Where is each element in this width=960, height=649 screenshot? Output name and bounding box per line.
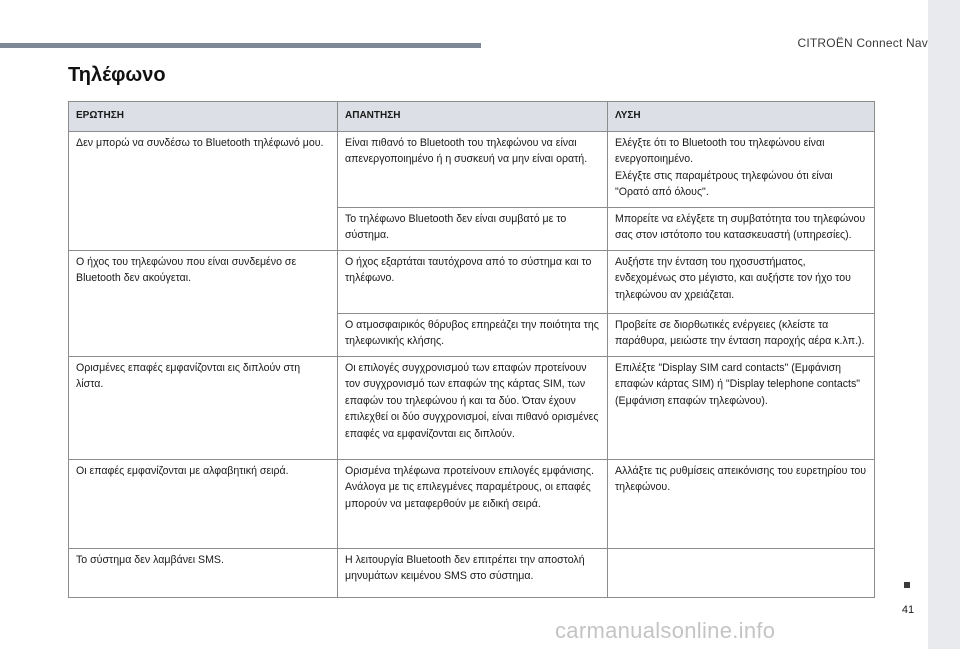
table-row bbox=[69, 131, 875, 207]
solution-cell bbox=[608, 313, 875, 356]
question-cell: Το σύστημα δεν λαμβάνει SMS. bbox=[69, 548, 338, 597]
question-cell: Ορισμένες επαφές εμφανίζονται εις διπλούν στη λίστα. bbox=[69, 356, 338, 459]
solution-cell bbox=[608, 131, 875, 207]
answer-cell: Ορισμένα τηλέφωνα προτείνουν επιλογές εμφάνισης. Ανάλογα με τις επιλεγμένες παραμέτρους, οι επαφές μπορούν να μεταφερθούν με ειδική σειρά. bbox=[338, 459, 608, 548]
solution-line: Ελέγξτε ότι το Bluetooth του τηλεφώνου είναι ενεργοποιημένο. bbox=[615, 136, 825, 165]
page-edge-strip bbox=[928, 0, 960, 649]
solution-line: Ελέγξτε στις παραμέτρους τηλεφώνου ότι είναι "Ορατό από όλους". bbox=[615, 169, 833, 198]
solution-line: Αυξήστε την ένταση του ηχοσυστήματος, ενδεχομένως στο μέγιστο, και αυξήστε τον ήχο του τηλεφώνου αν χρειάζεται. bbox=[615, 255, 851, 301]
solution-cell bbox=[608, 548, 875, 597]
table-row bbox=[69, 459, 875, 548]
watermark: carmanualsonline.info bbox=[555, 618, 776, 643]
answer-cell: Οι επιλογές συγχρονισμού των επαφών προτείνουν τον συγχρονισμό των επαφών της κάρτας SIM, των επαφών του τηλεφώνου ή και τα δύο. Όταν έχουν επιλεχθεί οι δύο συγχρονισμοί, είναι πιθανό ορισμένες επαφές να εμφανίζονται εις διπλούν. bbox=[338, 356, 608, 459]
answer-cell: Ο ήχος εξαρτάται ταυτόχρονα από το σύστημα και το τηλέφωνο. bbox=[338, 250, 608, 313]
column-header: ΑΠΑΝΤΗΣΗ bbox=[338, 102, 608, 132]
question-cell: Ο ήχος του τηλεφώνου που είναι συνδεμένο σε Bluetooth δεν ακούγεται. bbox=[69, 250, 338, 356]
solution-cell bbox=[608, 250, 875, 313]
solution-line: Μπορείτε να ελέγξετε τη συμβατότητα του τηλεφώνου σας στον ιστότοπο του κατασκευαστή (υπηρεσίες). bbox=[615, 212, 866, 241]
table-body bbox=[69, 131, 875, 597]
solution-cell bbox=[608, 356, 875, 459]
solution-cell bbox=[608, 207, 875, 250]
solution-cell bbox=[608, 459, 875, 548]
table-row bbox=[69, 356, 875, 459]
question-cell: Δεν μπορώ να συνδέσω το Bluetooth τηλέφωνό μου. bbox=[69, 131, 338, 250]
header-brand: CITROËN Connect Nav bbox=[797, 36, 928, 50]
table-row bbox=[69, 250, 875, 313]
answer-cell: Ο ατμοσφαιρικός θόρυβος επηρεάζει την ποιότητα της τηλεφωνικής κλήσης. bbox=[338, 313, 608, 356]
table-row bbox=[69, 548, 875, 597]
answer-cell: Είναι πιθανό το Bluetooth του τηλεφώνου να είναι απενεργοποιημένο ή η συσκευή να μην είναι ορατή. bbox=[338, 131, 608, 207]
page-number: 41 bbox=[901, 604, 915, 616]
answer-cell: Η λειτουργία Bluetooth δεν επιτρέπει την αποστολή μηνυμάτων κειμένου SMS στο σύστημα. bbox=[338, 548, 608, 597]
column-header: ΛΥΣΗ bbox=[608, 102, 875, 132]
page-marker-square bbox=[904, 582, 910, 588]
page-title: Τηλέφωνο bbox=[68, 64, 166, 86]
table-header-row bbox=[69, 102, 875, 132]
solution-line: Αλλάξτε τις ρυθμίσεις απεικόνισης του ευρετηρίου του τηλεφώνου. bbox=[615, 464, 867, 493]
column-header: ΕΡΩΤΗΣΗ bbox=[69, 102, 338, 132]
answer-cell: Το τηλέφωνο Bluetooth δεν είναι συμβατό με το σύστημα. bbox=[338, 207, 608, 250]
solution-line: Επιλέξτε "Display SIM card contacts" (Εμφάνιση επαφών κάρτας SIM) ή "Display telephone contacts" (Εμφάνιση επαφών τηλεφώνου). bbox=[615, 361, 861, 407]
solution-line: Προβείτε σε διορθωτικές ενέργειες (κλείστε τα παράθυρα, μειώστε την ένταση παροχής αέρα κ.λπ.). bbox=[615, 318, 865, 347]
faq-table bbox=[68, 101, 875, 598]
header-accent-bar bbox=[0, 43, 481, 48]
question-cell: Οι επαφές εμφανίζονται με αλφαβητική σειρά. bbox=[69, 459, 338, 548]
